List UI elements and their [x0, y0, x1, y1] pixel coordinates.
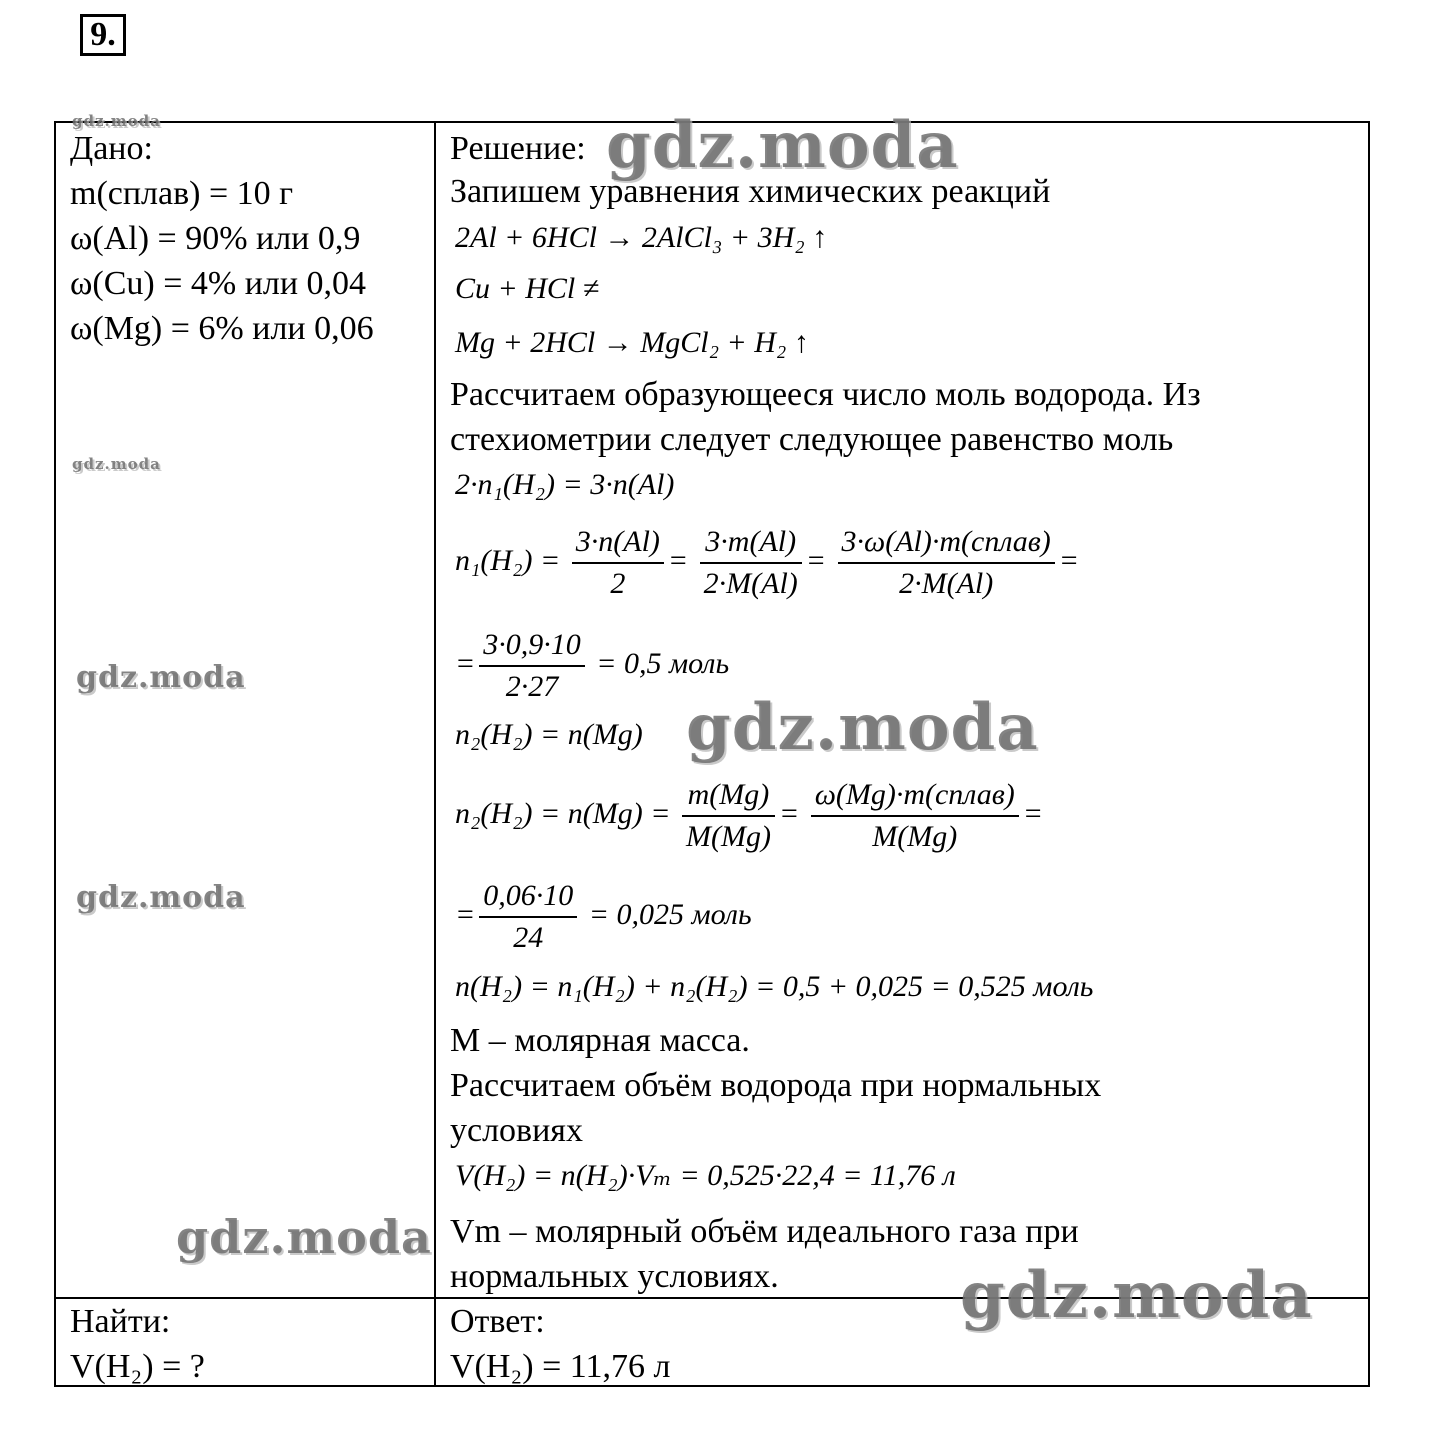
problem-number: 9. [80, 14, 126, 56]
fraction-numerator: 3·m(Al) [700, 522, 802, 564]
given-title: Дано: [70, 130, 153, 167]
equation-n1-value: = 0,5 моль [596, 646, 730, 680]
fraction-denominator: 2·27 [505, 670, 559, 703]
equation-cu-hcl: Cu + HCl ≠ [455, 272, 600, 305]
fraction-numerator: 3·n(Al) [572, 522, 664, 564]
answer-title: Ответ: [450, 1303, 545, 1340]
watermark: gdz.moda [686, 690, 1039, 765]
watermark: gdz.moda [176, 1210, 432, 1264]
fraction-n2-values [479, 876, 577, 958]
watermark: gdz.moda [72, 112, 161, 130]
equation-n1-result: = $\frac{3\cdot 0,9\cdot 10}{2\cdot 27}$ = 0,5 моль [455, 625, 729, 707]
given-omega-mg: ω(Mg) = 6% или 0,06 [70, 310, 374, 347]
solution-title: Решение: [450, 130, 586, 167]
given-section [70, 126, 374, 351]
watermark: gdz.moda [76, 660, 246, 695]
given-omega-cu: ω(Cu) = 4% или 0,04 [70, 265, 367, 302]
solution-intro: Запишем уравнения химических реакций [450, 173, 1051, 210]
watermark: gdz.moda [606, 108, 959, 183]
find-value: V(H₂) = ? [70, 1348, 205, 1385]
fraction-numerator: m(Mg) [682, 775, 775, 817]
solution-text-7: нормальных условиях. [450, 1258, 779, 1295]
fraction-n1-values [479, 625, 585, 707]
equation-n2-h2: n₂(H₂) = n(Mg) = $\frac{m(Mg)}{M(Mg)}$ = $\frac{\text{ω(Mg)·m(сплав)}}{M(Mg)}$ = [455, 775, 1043, 857]
fraction-m-al [700, 522, 802, 604]
equation-al-hcl: 2Al + 6HCl → 2AlCl₃ + 3H₂ ↑ [455, 221, 828, 254]
equation-n2-result: = $\frac{0,06\cdot 10}{24}$ = 0,025 моль [455, 876, 752, 958]
equation-volume-h2: V(H₂) = n(H₂)·Vₘ = 0,525·22,4 = 11,76 л [455, 1159, 956, 1192]
fraction-denominator: 24 [513, 921, 544, 954]
equation-mg-hcl: Mg + 2HCl → MgCl₂ + H₂ ↑ [455, 326, 809, 359]
fraction-n-al [572, 522, 664, 604]
equation-n2-lhs: n₂(H₂) = n(Mg) = [455, 796, 671, 830]
equation-n1-lhs: n₁(H₂) = [455, 543, 561, 577]
equation-n2-value: = 0,025 моль [588, 897, 752, 931]
watermark: gdz.moda [960, 1258, 1313, 1333]
table-column-divider [434, 121, 436, 1387]
equation-n1-h2: n₁(H₂) = $\frac{3\cdot n(Al)}{2}$ = $\frac{3\cdot m(Al)}{2\cdot M(Al)}$ = $\frac{\text{3·ω(Al)·m(сплав)}}{2\cdot M(Al)}$ = [455, 522, 1079, 604]
fraction-denominator: M(Mg) [872, 820, 958, 853]
fraction-numerator: ω(Mg)·m(сплав) [811, 775, 1019, 817]
given-omega-al: ω(Al) = 90% или 0,9 [70, 220, 361, 257]
fraction-omega-al [838, 522, 1055, 604]
fraction-numerator: 3·ω(Al)·m(сплав) [838, 522, 1055, 564]
fraction-denominator: 2·M(Al) [899, 567, 994, 600]
fraction-omega-mg [811, 775, 1019, 857]
fraction-m-mg [682, 775, 775, 857]
equation-n2-equality: n₂(H₂) = n(Mg) [455, 718, 643, 751]
answer-section [450, 1299, 671, 1389]
watermark: gdz.moda [76, 880, 246, 915]
watermark: gdz.moda [72, 455, 161, 473]
fraction-denominator: 2·M(Al) [703, 567, 798, 600]
solution-text-6: Vm – молярный объём идеального газа при [450, 1213, 1079, 1250]
find-title: Найти: [70, 1303, 171, 1340]
solution-text-1: Рассчитаем образующееся число моль водорода. Из [450, 376, 1201, 413]
given-mass: m(сплав) = 10 г [70, 175, 294, 212]
equation-stoichiometry: 2·n₁(H₂) = 3·n(Al) [455, 468, 675, 501]
fraction-denominator: M(Mg) [685, 820, 771, 853]
fraction-denominator: 2 [610, 567, 626, 600]
solution-text-5: условиях [450, 1112, 583, 1149]
answer-value: V(H₂) = 11,76 л [450, 1348, 671, 1385]
solution-text-2: стехиометрии следует следующее равенство моль [450, 421, 1174, 458]
solution-text-4: Рассчитаем объём водорода при нормальных [450, 1067, 1102, 1104]
solution-text-3: M – молярная масса. [450, 1022, 750, 1059]
fraction-numerator: 3·0,9·10 [479, 625, 585, 667]
find-section [70, 1299, 205, 1389]
equation-total-n-h2: n(H₂) = n₁(H₂) + n₂(H₂) = 0,5 + 0,025 = 0,525 моль [455, 970, 1094, 1003]
fraction-numerator: 0,06·10 [479, 876, 577, 918]
